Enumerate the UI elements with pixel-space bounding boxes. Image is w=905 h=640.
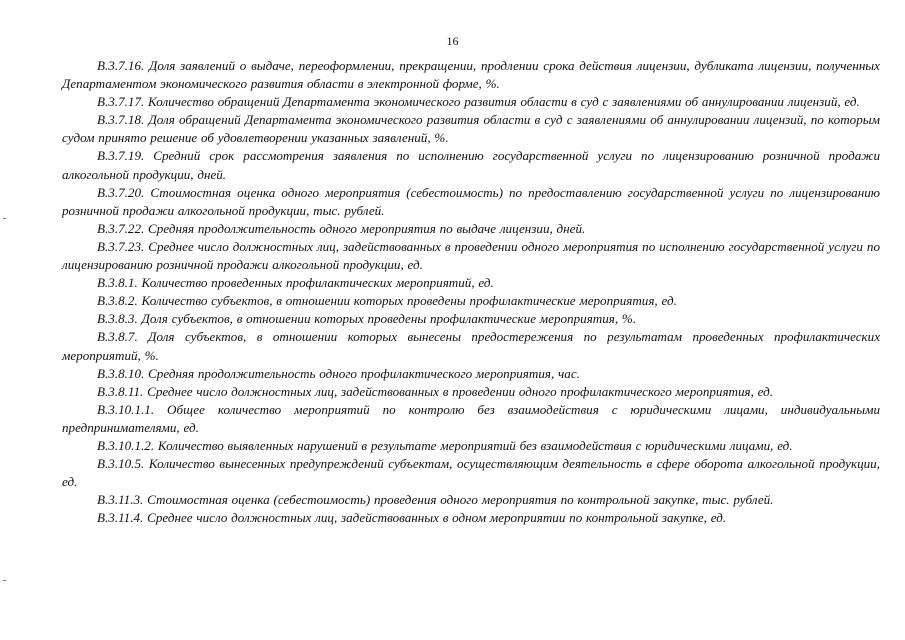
scan-edge-mark — [3, 218, 6, 219]
paragraph-b-3-7-20: В.3.7.20. Стоимостная оценка одного мероприятия (себестоимость) по предоставлению государственной услуги по лицензированию розничной продажи алкогольной продукции, тыс. рублей. — [62, 184, 880, 218]
paragraph-b-3-11-4: В.3.11.4. Среднее число должностных лиц, задействованных в одном мероприятии по контрольной закупке, ед. — [97, 510, 727, 526]
scan-edge-mark — [3, 580, 6, 581]
paragraph-b-3-7-19: В.3.7.19. Средний срок рассмотрения заявления по исполнению государственной услуги по лицензированию розничной продажи алкогольной продукции, дней. — [62, 148, 880, 182]
paragraph-b-3-7-16: В.3.7.16. Доля заявлений о выдаче, переоформлении, прекращении, продлении срока действия лицензии, дубликата лицензии, полученных Департаментом экономического развития области в электронной форме, %. — [62, 58, 880, 92]
paragraph-b-3-8-1: В.3.8.1. Количество проведенных профилактических мероприятий, ед. — [97, 275, 494, 291]
paragraph-b-3-8-3: В.3.8.3. Доля субъектов, в отношении которых проведены профилактические мероприятия, %. — [97, 311, 637, 327]
paragraph-b-3-7-17: В.3.7.17. Количество обращений Департамента экономического развития области в суд с заявлениями об аннулировании лицензий, ед. — [97, 94, 860, 110]
document-body — [62, 57, 880, 527]
paragraph-b-3-8-2: В.3.8.2. Количество субъектов, в отношении которых проведены профилактические мероприятия, ед. — [97, 293, 677, 309]
paragraph-b-3-8-11: В.3.8.11. Среднее число должностных лиц, задействованных в проведении одного профилактического мероприятия, ед. — [97, 383, 774, 399]
paragraph-b-3-11-3: В.3.11.3. Стоимостная оценка (себестоимость) проведения одного мероприятия по контрольной закупке, тыс. рублей. — [97, 492, 774, 508]
paragraph-b-3-10-5: В.3.10.5. Количество вынесенных предупреждений субъектам, осуществляющим деятельность в сфере оборота алкогольной продукции, ед. — [62, 456, 880, 490]
paragraph-b-3-10-1-2: В.3.10.1.2. Количество выявленных нарушений в результате мероприятий без взаимодействия с юридическими лицами, ед. — [97, 437, 793, 453]
paragraph-b-3-10-1-1: В.3.10.1.1. Общее количество мероприятий по контролю без взаимодействия с юридическими лицами, индивидуальными предпринимателями, ед. — [62, 401, 880, 435]
paragraph-b-3-7-22: В.3.7.22. Средняя продолжительность одного мероприятия по выдаче лицензии, дней. — [97, 220, 586, 236]
paragraph-b-3-8-7: В.3.8.7. Доля субъектов, в отношении которых вынесены предостережения по результатам проведенных профилактических мероприятий, %. — [62, 329, 880, 363]
page-number: 16 — [446, 34, 459, 48]
paragraph-b-3-8-10: В.3.8.10. Средняя продолжительность одного профилактического мероприятия, час. — [97, 365, 580, 381]
paragraph-b-3-7-18: В.3.7.18. Доля обращений Департамента экономического развития области в суд с заявлениями об аннулировании лицензий, по которым судом принято решение об удовлетворении указанных заявлений, %. — [62, 112, 880, 146]
paragraph-b-3-7-23: В.3.7.23. Среднее число должностных лиц, задействованных в проведении одного мероприятия по исполнению государственной услуги по лицензированию розничной продажи алкогольной продукции, ед. — [62, 238, 880, 273]
